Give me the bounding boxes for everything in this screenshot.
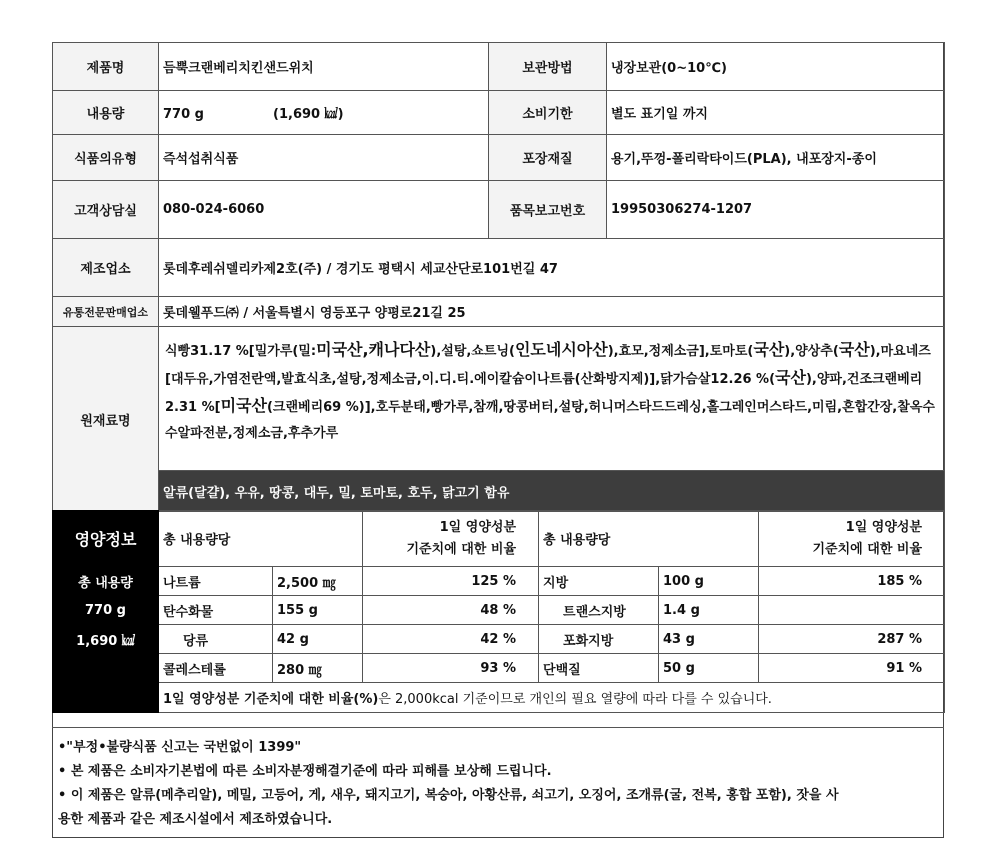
allergy-notice: 알류(달걀), 우유, 땅콩, 대두, 밀, 토마토, 호두, 닭고기 함유 bbox=[159, 471, 945, 512]
nutrition-footnote: 1일 영양성분 기준치에 대한 비율(%)은 2,000kcal 기준이므로 개인의 필요 열량에 따라 다를 수 있습니다. bbox=[159, 683, 945, 713]
nutrient-pct: 91 % bbox=[759, 654, 945, 683]
note-line: •"부정•불량식품 신고는 국번없이 1399" bbox=[58, 740, 302, 755]
side-filler bbox=[53, 654, 159, 683]
nutrient-pct: 48 % bbox=[363, 596, 539, 625]
side-filler bbox=[53, 683, 159, 713]
nutrient-amount: 42 g bbox=[273, 625, 363, 654]
manufacturer-label: 제조업소 bbox=[53, 239, 159, 297]
nutrient-name: 포화지방 bbox=[539, 625, 659, 654]
manufacturer-value: 롯데후레쉬델리카제2호(주) / 경기도 평택시 세교산단로101번길 47 bbox=[159, 239, 945, 297]
ingredients-label: 원재료명 bbox=[53, 327, 159, 512]
report-value: 19950306274-1207 bbox=[607, 181, 945, 239]
total-label: 총 내용량 bbox=[53, 567, 159, 596]
nutrient-amount: 100 g bbox=[659, 567, 759, 596]
customer-value: 080-024-6060 bbox=[159, 181, 489, 239]
customer-label: 고객상담실 bbox=[53, 181, 159, 239]
ingredients-table bbox=[52, 326, 945, 512]
nutrient-name: 트랜스지방 bbox=[539, 596, 659, 625]
nutrient-name: 콜레스테롤 bbox=[159, 654, 273, 683]
volume-kcal: (1,690 ㎉) bbox=[273, 107, 344, 122]
packaging-value: 용기,뚜껑-폴리락타이드(PLA), 내포장지-종이 bbox=[607, 135, 945, 181]
nutrient-name: 탄수화물 bbox=[159, 596, 273, 625]
storage-value: 냉장보관(0~10℃) bbox=[607, 43, 945, 91]
note-line: • 이 제품은 알류(메추리알), 메밀, 고등어, 게, 새우, 돼지고기, 복숭아, 아황산류, 쇠고기, 오징어, 조개류(굴, 전복, 홍합 포함), 잣을 사 bbox=[58, 788, 839, 803]
product-name-label: 제품명 bbox=[53, 43, 159, 91]
nutrient-pct bbox=[759, 596, 945, 625]
distributor-value: 롯데웰푸드㈜ / 서울특별시 영등포구 양평로21길 25 bbox=[159, 297, 945, 327]
storage-label: 보관방법 bbox=[489, 43, 607, 91]
product-name: 듬뿍크랜베리치킨샌드위치 bbox=[159, 43, 489, 91]
dv-header-left: 1일 영양성분 기준치에 대한 비율 bbox=[363, 511, 539, 567]
nutrient-pct: 93 % bbox=[363, 654, 539, 683]
nutrition-table bbox=[52, 510, 945, 713]
nutrient-name: 나트륨 bbox=[159, 567, 273, 596]
food-type-value: 즉석섭취식품 bbox=[159, 135, 489, 181]
nutrition-col-header-right: 총 내용량당 bbox=[539, 511, 759, 567]
expiry-label: 소비기한 bbox=[489, 91, 607, 135]
nutrient-amount: 43 g bbox=[659, 625, 759, 654]
volume-weight: 770 g bbox=[163, 107, 204, 122]
expiry-value: 별도 표기일 까지 bbox=[607, 91, 945, 135]
volume-value bbox=[159, 91, 489, 135]
nutrient-pct: 185 % bbox=[759, 567, 945, 596]
notes-section bbox=[52, 727, 944, 832]
nutrient-pct: 42 % bbox=[363, 625, 539, 654]
nutrient-amount: 280 ㎎ bbox=[273, 654, 363, 683]
ingredients-text: 식빵31.17 %[밀가루(밀:미국산,캐나다산),설탕,쇼트닝(인도네시아산),효모,정제소금],토마토(국산),양상추(국산),마요네즈[대두유,가염전란액,발효식초,설탕,정제소금,이.디.티.에이칼슘이나트륨(산화방지제)],닭가슴살12.26 %(국산),양파,건조크랜베리2.31 %[미국산(크랜베리69 %)],호두분태,빵가루,참깨,땅콩버터,설탕,허니머스타드드레싱,홀그레인머스타드,미림,혼합간장,찰옥수수알파전분,정제소금,후추가루 bbox=[159, 327, 945, 471]
nutrient-name: 지방 bbox=[539, 567, 659, 596]
nutrient-amount: 155 g bbox=[273, 596, 363, 625]
packaging-label: 포장재질 bbox=[489, 135, 607, 181]
total-weight: 770 g bbox=[53, 596, 159, 625]
nutrient-amount: 1.4 g bbox=[659, 596, 759, 625]
volume-label: 내용량 bbox=[53, 91, 159, 135]
food-type-label: 식품의유형 bbox=[53, 135, 159, 181]
note-line: • 본 제품은 소비자기본법에 따른 소비자분쟁해결기준에 따라 피해를 보상해 드립니다. bbox=[58, 764, 552, 779]
dv-header-right: 1일 영양성분 기준치에 대한 비율 bbox=[759, 511, 945, 567]
nutrition-col-header-left: 총 내용량당 bbox=[159, 511, 363, 567]
nutrient-amount: 50 g bbox=[659, 654, 759, 683]
distributor-label: 유통전문판매업소 bbox=[53, 297, 159, 327]
nutrient-pct: 125 % bbox=[363, 567, 539, 596]
nutrient-name: 단백질 bbox=[539, 654, 659, 683]
nutrition-title: 영양정보 bbox=[53, 511, 159, 567]
note-line: 용한 제품과 같은 제조시설에서 제조하였습니다. bbox=[58, 812, 333, 827]
nutrient-amount: 2,500 ㎎ bbox=[273, 567, 363, 596]
product-info-table bbox=[52, 42, 945, 327]
report-label: 품목보고번호 bbox=[489, 181, 607, 239]
nutrient-name: 당류 bbox=[159, 625, 273, 654]
total-kcal: 1,690 ㎉ bbox=[53, 625, 159, 654]
nutrient-pct: 287 % bbox=[759, 625, 945, 654]
